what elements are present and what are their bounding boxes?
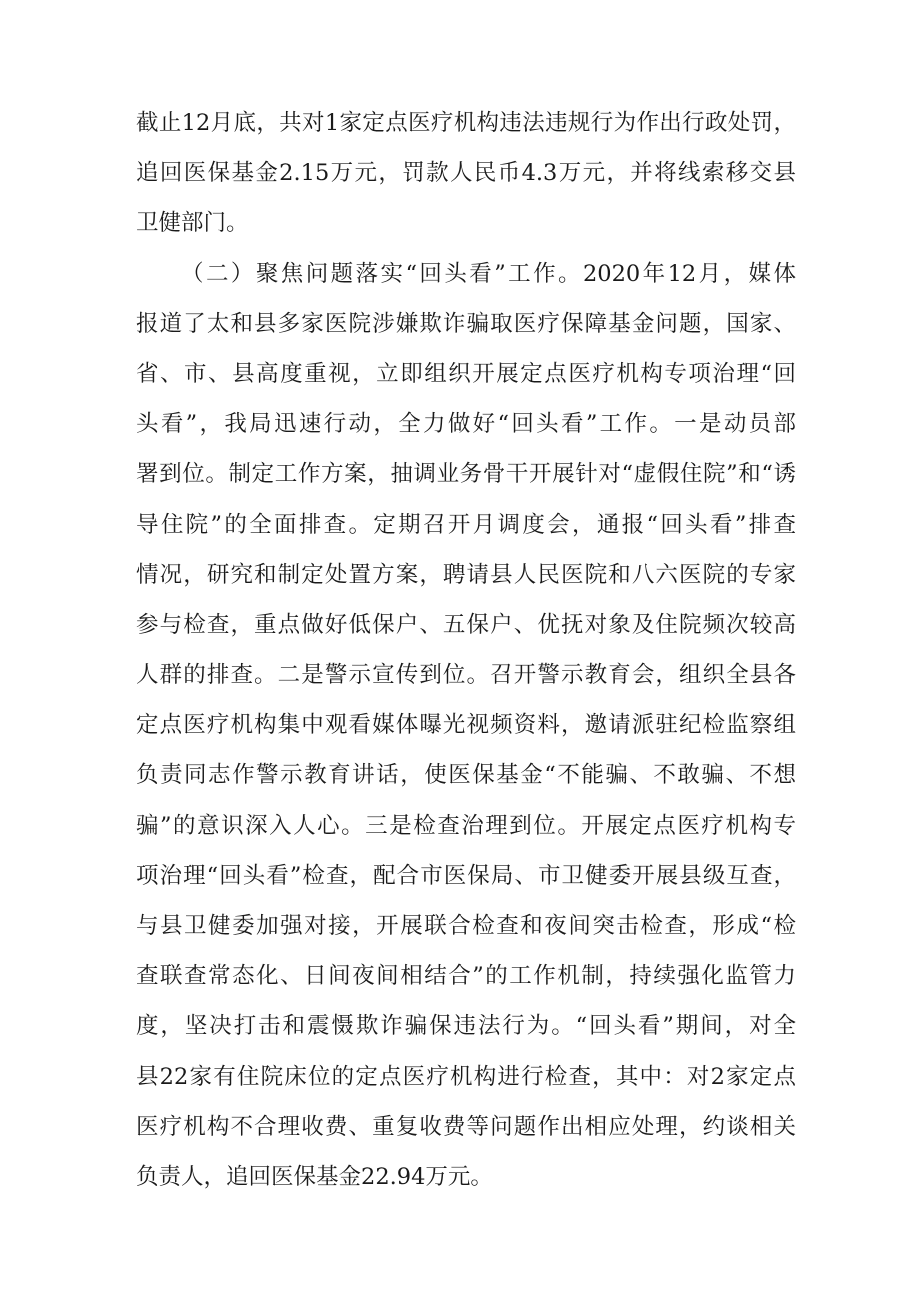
text-line: （二）聚焦问题落实“回头看”工作。2020年12月，媒体 xyxy=(181,260,796,287)
document-body xyxy=(136,98,796,1202)
text-line: 人群的排查。二是警示宣传到位。召开警示教育会，组织全县各 xyxy=(136,662,796,689)
text-line: 县22家有住院床位的定点医疗机构进行检查，其中：对2家定点 xyxy=(136,1063,796,1090)
text-line: 导住院”的全面排查。定期召开月调度会，通报“回头看”排查 xyxy=(136,511,796,538)
text-line: 项治理“回头看”检查，配合市医保局、市卫健委开展县级互查， xyxy=(136,862,796,889)
text-line: 省、市、县高度重视，立即组织开展定点医疗机构专项治理“回 xyxy=(136,360,796,387)
text-line: 报道了太和县多家医院涉嫌欺诈骗取医疗保障基金问题，国家、 xyxy=(136,310,796,337)
text-line: 参与检查，重点做好低保户、五保户、优抚对象及住院频次较高 xyxy=(136,611,796,638)
text-line: 定点医疗机构集中观看媒体曝光视频资料，邀请派驻纪检监察组 xyxy=(136,712,796,739)
text-line: 度，坚决打击和震慑欺诈骗保违法行为。“回头看”期间，对全 xyxy=(136,1013,796,1040)
text-line: 头看”，我局迅速行动，全力做好“回头看”工作。一是动员部 xyxy=(136,411,796,438)
text-line: 署到位。制定工作方案，抽调业务骨干开展针对“虚假住院”和“诱 xyxy=(136,461,796,488)
text-line: 医疗机构不合理收费、重复收费等问题作出相应处理，约谈相关 xyxy=(136,1113,796,1140)
text-line: 截止12月底，共对1家定点医疗机构违法违规行为作出行政处罚， xyxy=(136,110,796,136)
text-line: 骗”的意识深入人心。三是检查治理到位。开展定点医疗机构专 xyxy=(136,812,796,839)
text-line: 情况，研究和制定处置方案，聘请县人民医院和八六医院的专家 xyxy=(136,561,796,588)
text-line: 卫健部门。 xyxy=(136,210,249,237)
text-line: 查联查常态化、日间夜间相结合”的工作机制，持续强化监管力 xyxy=(136,963,796,990)
text-line: 负责人，追回医保基金22.94万元。 xyxy=(136,1163,493,1190)
text-line: 追回医保基金2.15万元，罚款人民币4.3万元，并将线索移交县 xyxy=(136,160,796,187)
text-line: 负责同志作警示教育讲话，使医保基金“不能骗、不敢骗、不想 xyxy=(136,762,796,789)
text-line: 与县卫健委加强对接，开展联合检查和夜间突击检查，形成“检 xyxy=(136,913,796,939)
